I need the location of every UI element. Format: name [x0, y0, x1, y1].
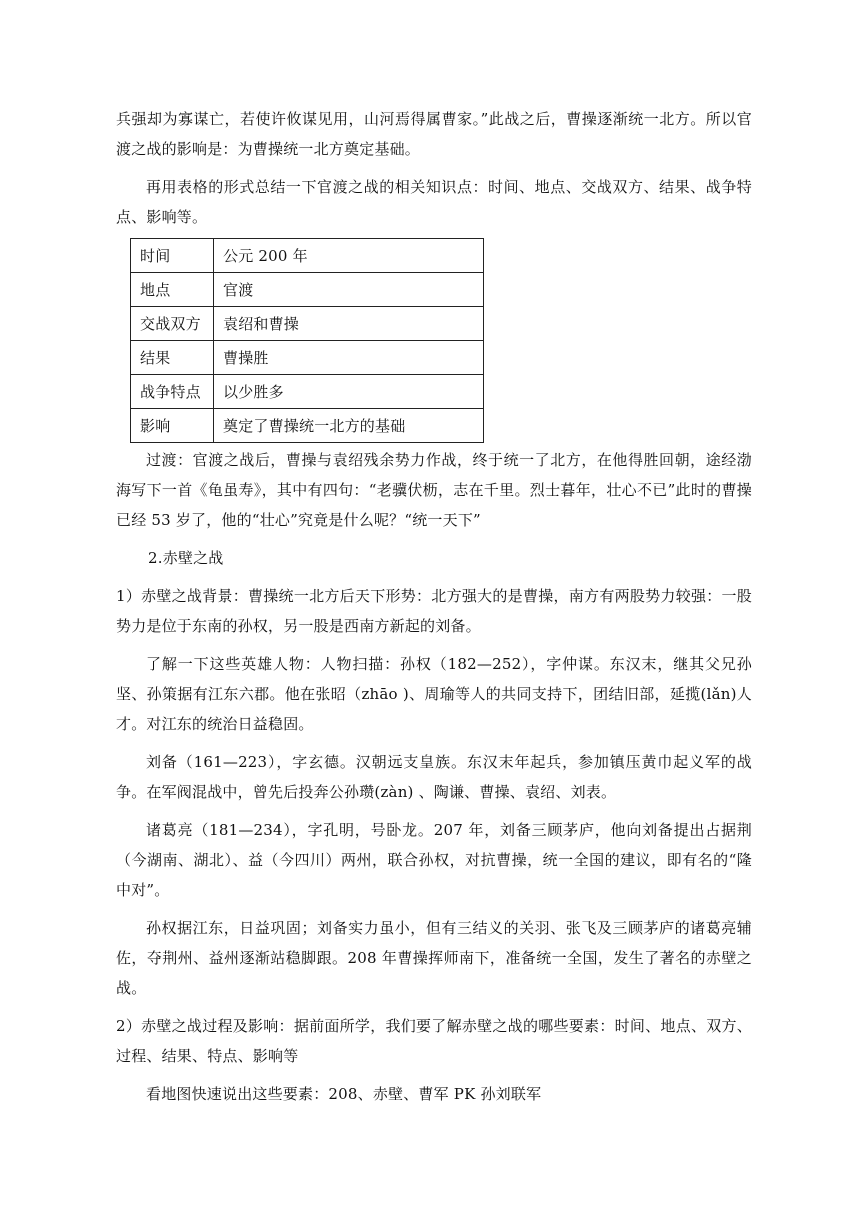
table-row — [131, 341, 484, 375]
paragraph-transition: 过渡：官渡之战后，曹操与袁绍残余势力作战，终于统一了北方，在他得胜回朝，途经渤海写下一首《龟虽寿》，其中有四句：“老骥伏枥，志在千里。烈士暮年，壮心不已”此时的曹操已经 53 岁了，他的“壮心”究竟是什么呢？“统一天下” — [116, 451, 752, 529]
table-cell-label: 交战双方 — [131, 307, 214, 341]
table-cell-label: 地点 — [131, 273, 214, 307]
table-cell-label: 时间 — [131, 239, 214, 273]
table-row — [131, 375, 484, 409]
paragraph-chibi-process: 2）赤壁之战过程及影响：据前面所学，我们要了解赤壁之战的哪些要素：时间、地点、双方、过程、结果、特点、影响等 — [116, 1017, 752, 1065]
document-body — [116, 104, 752, 1109]
table-cell-value: 曹操胜 — [214, 341, 484, 375]
table-cell-value: 袁绍和曹操 — [214, 307, 484, 341]
table-cell-value: 官渡 — [214, 273, 484, 307]
table-row — [131, 409, 484, 443]
paragraph-liubei: 刘备（161—223），字玄德。汉朝远支皇族。东汉末年起兵，参加镇压黄巾起义军的战争。在军阀混战中，曾先后投奔公孙瓒(zàn) 、陶谦、曹操、袁绍、刘表。 — [116, 753, 752, 801]
table-cell-value: 奠定了曹操统一北方的基础 — [214, 409, 484, 443]
table-row — [131, 239, 484, 273]
paragraph-map: 看地图快速说出这些要素：208、赤壁、曹军 PK 孙刘联军 — [146, 1085, 542, 1103]
paragraph-situation: 孙权据江东，日益巩固；刘备实力虽小，但有三结义的关羽、张飞及三顾茅庐的诸葛亮辅佐，夺荆州、益州逐渐站稳脚跟。208 年曹操挥师南下，准备统一全国，发生了著名的赤壁之战。 — [116, 919, 752, 997]
table-row — [131, 307, 484, 341]
table-cell-label: 影响 — [131, 409, 214, 443]
table-row — [131, 273, 484, 307]
paragraph-chibi-background: 1）赤壁之战背景：曹操统一北方后天下形势：北方强大的是曹操，南方有两股势力较强：一股势力是位于东南的孙权，另一股是西南方新起的刘备。 — [116, 587, 752, 635]
table-cell-label: 结果 — [131, 341, 214, 375]
paragraph-sunquan: 了解一下这些英雄人物：人物扫描：孙权（182—252），字仲谋。东汉末，继其父兄孙坚、孙策据有江东六郡。他在张昭（zhāo )、周瑜等人的共同支持下，团结旧部，延揽(lǎn)人才。对江东的统治日益稳固。 — [116, 655, 752, 733]
paragraph-zhugeliang: 诸葛亮（181—234），字孔明，号卧龙。207 年，刘备三顾茅庐，他向刘备提出占据荆（今湖南、湖北）、益（今四川）两州，联合孙权，对抗曹操，统一全国的建议，即有名的“隆中对”。 — [116, 821, 752, 899]
section-title-chibi: 2.赤壁之战 — [148, 549, 224, 567]
table-cell-label: 战争特点 — [131, 375, 214, 409]
table-cell-value: 以少胜多 — [214, 375, 484, 409]
table-cell-value: 公元 200 年 — [214, 239, 484, 273]
paragraph-table-intro: 再用表格的形式总结一下官渡之战的相关知识点：时间、地点、交战双方、结果、战争特点、影响等。 — [116, 178, 752, 226]
guandu-summary-table — [130, 238, 484, 443]
paragraph-guandu-impact: 兵强却为寡谋亡，若使许攸谋见用，山河焉得属曹家。”此战之后，曹操逐渐统一北方。所以官渡之战的影响是：为曹操统一北方奠定基础。 — [116, 110, 752, 158]
